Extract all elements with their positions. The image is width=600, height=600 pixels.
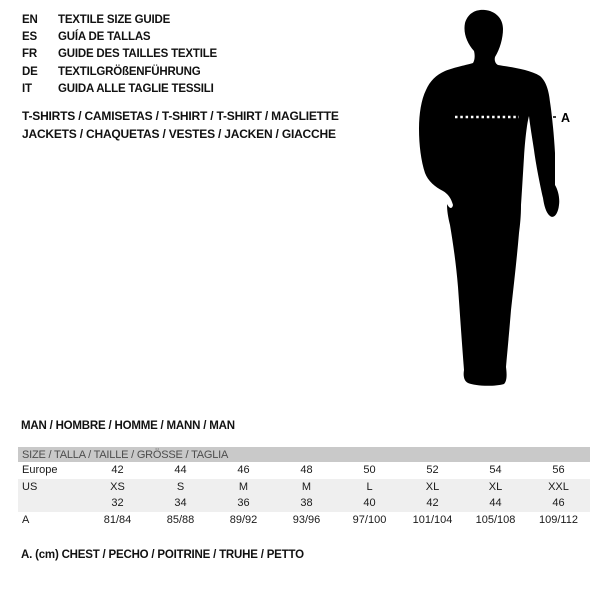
language-list [22, 12, 217, 98]
size-cell: 46 [237, 464, 250, 477]
size-cell: M [275, 479, 338, 496]
row-label: Europe [22, 464, 58, 477]
language-label: GUÍA DE TALLAS [58, 31, 151, 44]
size-cell: 38 [275, 495, 338, 512]
size-cell: 32 [86, 495, 149, 512]
chest-measure-label: A [561, 111, 571, 125]
category-tshirts: T-SHIRTS / CAMISETAS / T-SHIRT / T-SHIRT / MAGLIETTE [22, 109, 339, 123]
size-cell: XS [86, 479, 149, 496]
language-code: IT [22, 82, 32, 95]
size-cell: M [212, 479, 275, 496]
size-cell: XL [464, 479, 527, 496]
table-row-us [18, 479, 590, 496]
size-cell: 44 [464, 495, 527, 512]
language-code: ES [22, 31, 37, 44]
category-list [22, 107, 339, 143]
size-cell: 105/108 [475, 513, 516, 526]
size-cell: L [338, 479, 401, 496]
size-cell: 101/104 [412, 513, 453, 526]
measurement-footnote: A. (cm) CHEST / PECHO / POITRINE / TRUHE / PETTO [21, 549, 304, 561]
size-cell: 36 [212, 495, 275, 512]
size-cell: 52 [426, 464, 439, 477]
language-label: GUIDE DES TAILLES TEXTILE [58, 48, 217, 61]
size-table [18, 447, 590, 528]
language-row [22, 12, 217, 29]
size-cell: 56 [552, 464, 565, 477]
size-cell: 50 [363, 464, 376, 477]
size-cell: 34 [149, 495, 212, 512]
language-label: TEXTILGRÖßENFÜHRUNG [58, 65, 201, 78]
row-label: A [22, 513, 30, 526]
size-cell: 109/112 [539, 513, 578, 526]
language-row [22, 81, 217, 98]
size-cell: 97/100 [352, 513, 387, 526]
size-cell: S [149, 479, 212, 496]
table-row-chest [18, 512, 590, 529]
language-row [22, 29, 217, 46]
language-row [22, 46, 217, 63]
man-silhouette-figure [405, 5, 575, 390]
size-cell: 48 [300, 464, 313, 477]
table-header: SIZE / TALLA / TAILLE / GRÖSSE / TAGLIA [18, 447, 590, 462]
category-jackets: JACKETS / CHAQUETAS / VESTES / JACKEN / GIACCHE [22, 127, 336, 141]
section-title: MAN / HOMBRE / HOMME / MANN / MAN [21, 420, 235, 432]
size-cell: 40 [338, 495, 401, 512]
language-code: DE [22, 65, 38, 78]
language-label: GUIDA ALLE TAGLIE TESSILI [58, 82, 214, 95]
size-cell: 89/92 [229, 513, 258, 526]
size-cell: 42 [401, 495, 464, 512]
row-label [18, 495, 86, 512]
row-label: US [18, 479, 86, 496]
size-cell: 85/88 [166, 513, 195, 526]
size-cell: XXL [527, 479, 590, 496]
size-cell: 54 [489, 464, 502, 477]
language-row [22, 64, 217, 81]
man-silhouette [419, 10, 559, 386]
size-cell: 44 [174, 464, 187, 477]
size-cell: 46 [527, 495, 590, 512]
size-cell: XL [401, 479, 464, 496]
language-code: FR [22, 48, 37, 61]
language-label: TEXTILE SIZE GUIDE [58, 14, 171, 26]
size-cell: 42 [111, 464, 124, 477]
table-header-row [18, 447, 590, 462]
language-code: EN [22, 14, 38, 26]
table-row-uk [18, 495, 590, 512]
table-row-europe [18, 462, 590, 479]
size-cell: 81/84 [103, 513, 132, 526]
size-cell: 93/96 [292, 513, 321, 526]
